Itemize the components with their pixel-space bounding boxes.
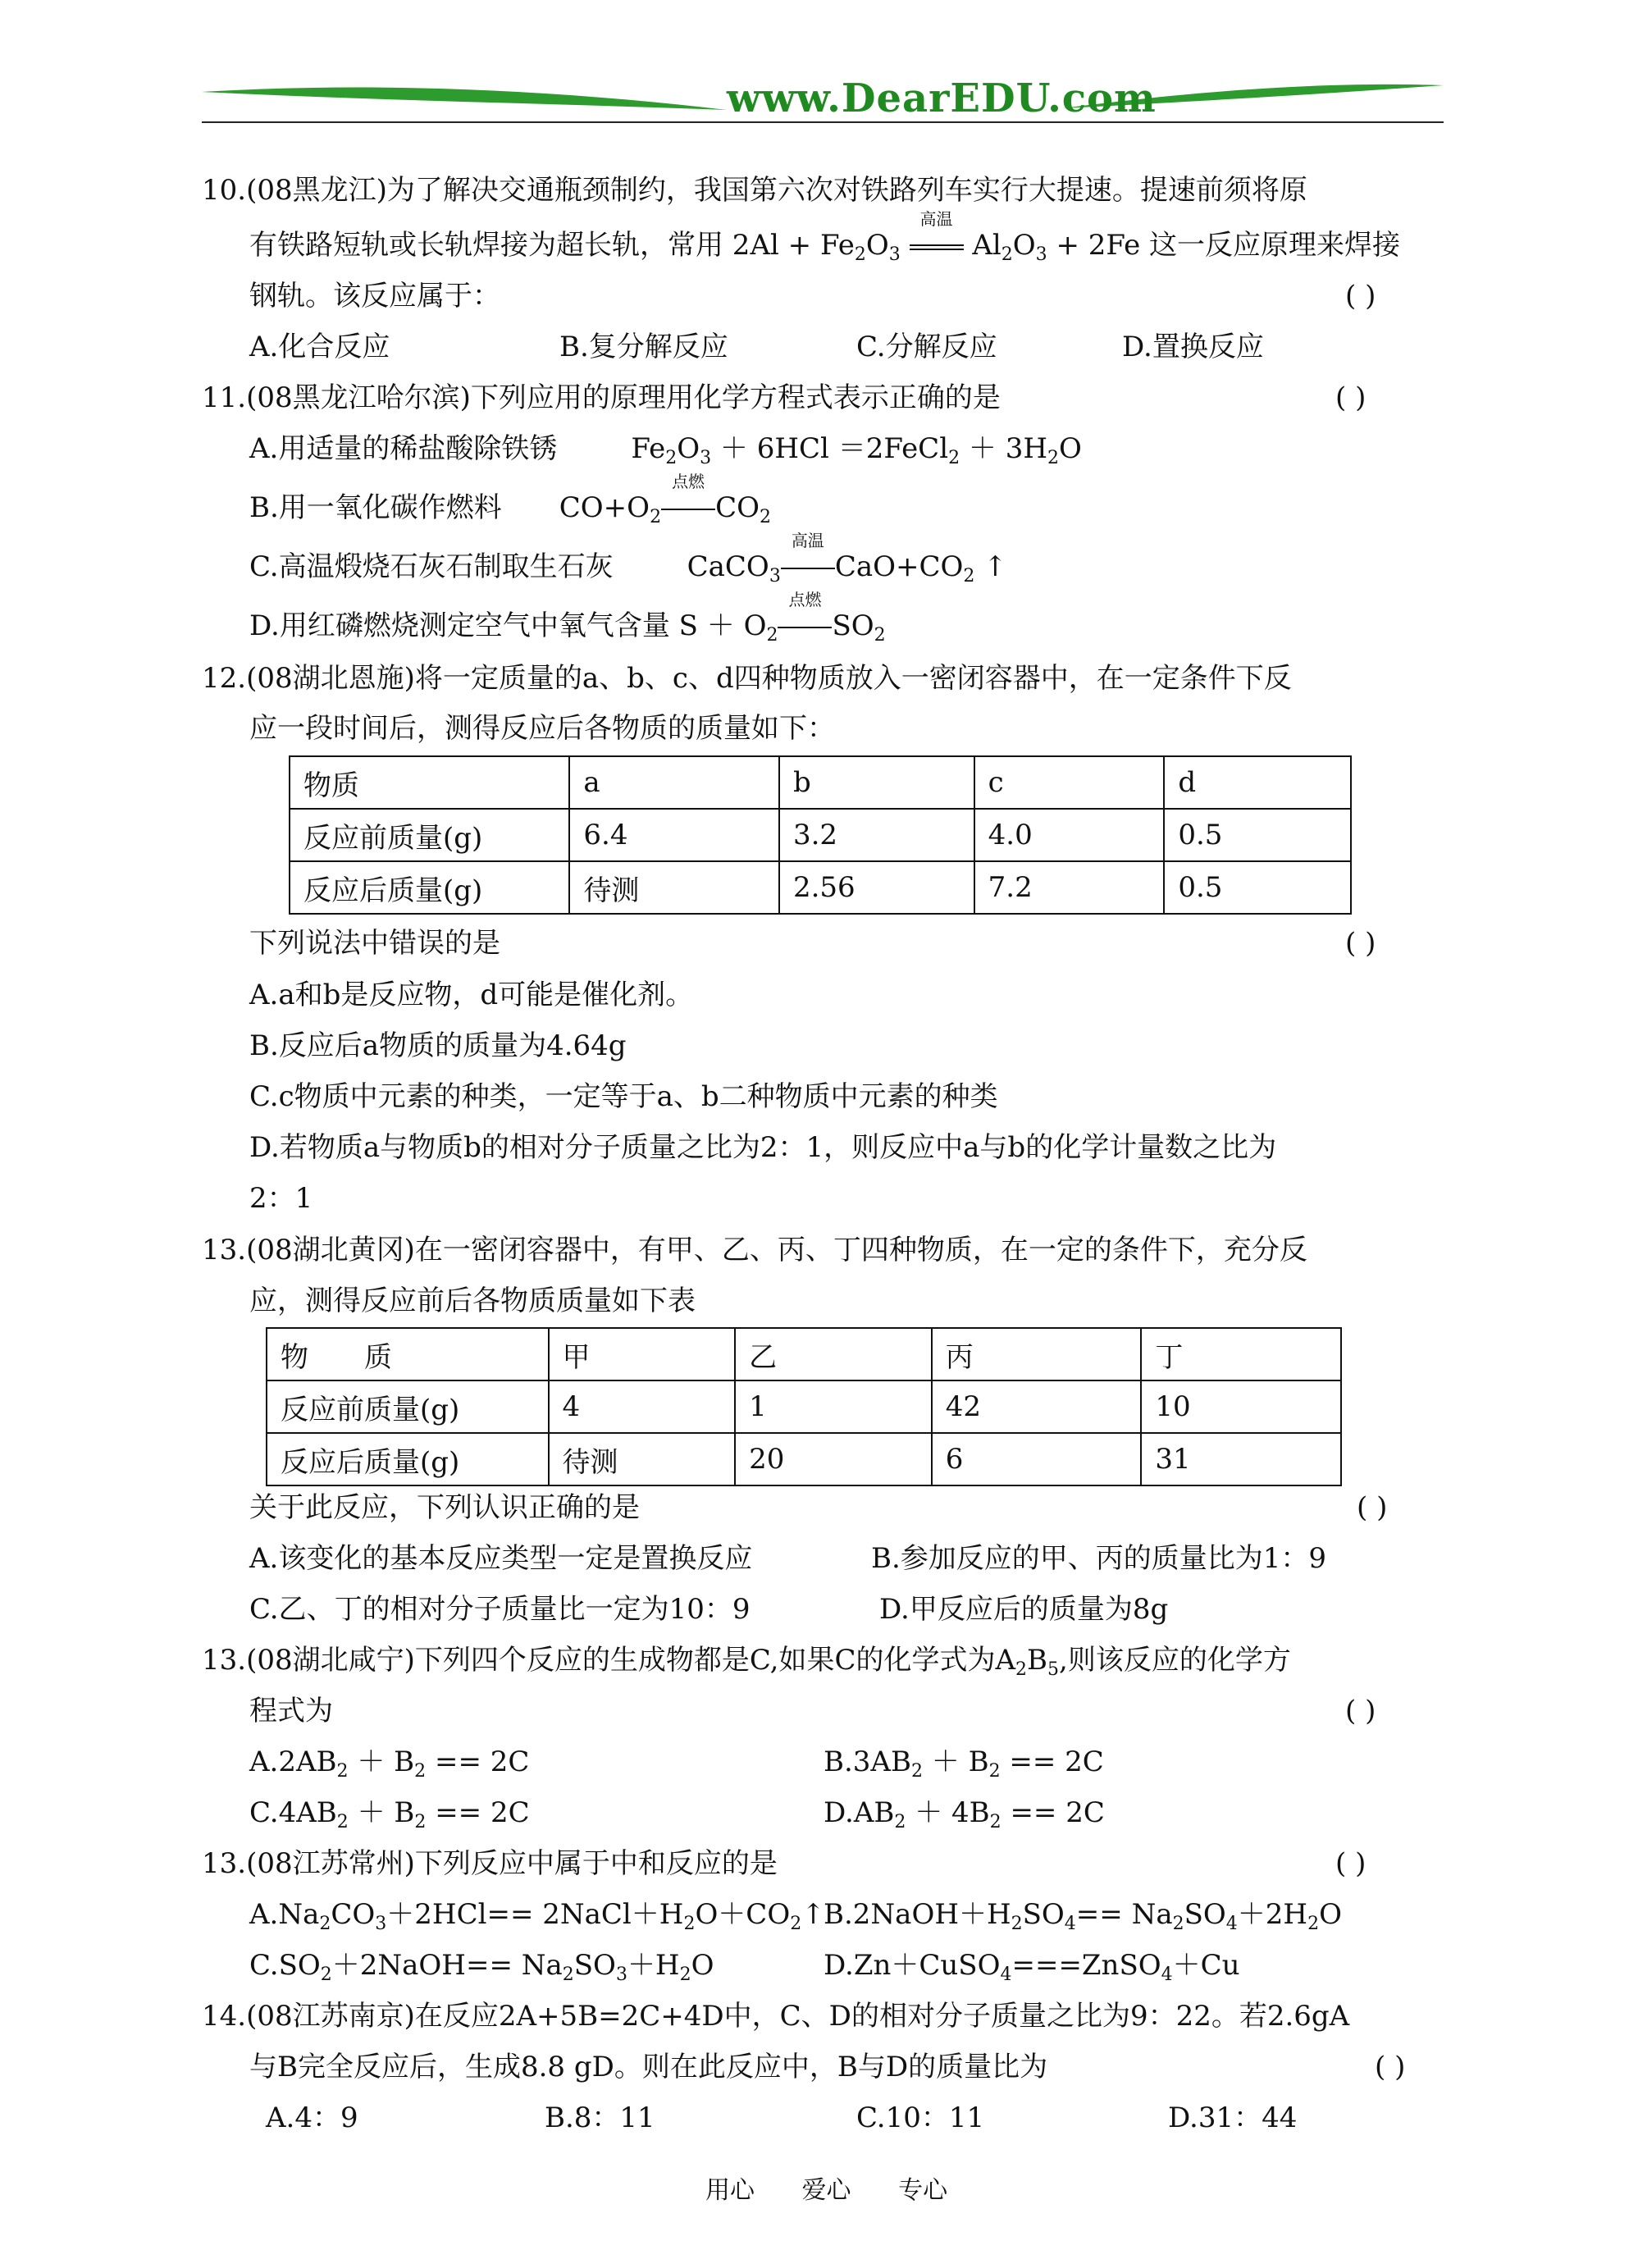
q13b-option-d: $D.AB_2 + 4B_2 == 2C$ bbox=[824, 1796, 1105, 1832]
table-cell: 0.5 bbox=[1164, 861, 1351, 914]
q12-answer-blank: ( ) bbox=[1345, 927, 1376, 960]
q12-line-1: 12.(08湖北恩施)将一定质量的a、b、c、d四种物质放入一密闭容器中，在一定条件下反 bbox=[202, 662, 1292, 695]
q11-option-d: D.用红磷燃烧测定空气中氧气含量 $S + O_2$ 点燃 $SO_2$ bbox=[249, 590, 886, 646]
q13a-option-d: D.甲反应后的质量为8g bbox=[879, 1593, 1169, 1626]
table-cell: 10 bbox=[1141, 1380, 1341, 1433]
q11-stem: 11.(08黑龙江哈尔滨)下列应用的原理用化学方程式表示正确的是 bbox=[202, 381, 1001, 414]
q13a-option-b: B.参加反应的甲、丙的质量比为1：9 bbox=[871, 1542, 1327, 1575]
q13b-option-b: $B.3AB_2 + B_2 == 2C$ bbox=[824, 1745, 1104, 1782]
table-cell: 反应后质量(g) bbox=[267, 1433, 549, 1485]
site-header bbox=[202, 75, 1444, 125]
q14-line-2: 与B完全反应后，生成8.8 gD。则在此反应中，B与D的质量比为 bbox=[249, 2051, 1048, 2083]
table-cell: 反应前质量(g) bbox=[290, 809, 569, 861]
table-cell: 甲 bbox=[549, 1328, 736, 1380]
q13b-option-a: $A.2AB_2 + B_2 == 2C$ bbox=[249, 1745, 530, 1782]
table-cell: a bbox=[569, 756, 779, 809]
q11-option-b: B.用一氧化碳作燃料 $CO+O_2$ 点燃 $CO_2$ bbox=[249, 472, 771, 527]
q13b-option-c: $C.4AB_2 + B_2 == 2C$ bbox=[249, 1796, 530, 1832]
q10-option-c: C.分解反应 bbox=[856, 331, 997, 363]
table-cell: 7.2 bbox=[974, 861, 1165, 914]
q11-answer-blank: ( ) bbox=[1335, 381, 1367, 414]
q13a-mass-table bbox=[266, 1327, 1342, 1486]
table-cell: 待测 bbox=[549, 1433, 736, 1485]
table-cell: 反应后质量(g) bbox=[290, 861, 569, 914]
q10-answer-blank: ( ) bbox=[1345, 280, 1376, 313]
q12-ask: 下列说法中错误的是 bbox=[249, 927, 500, 960]
table-cell: 1 bbox=[735, 1380, 932, 1433]
table-cell: b bbox=[779, 756, 974, 809]
site-logo-text: www.DearEDU.com bbox=[727, 75, 1157, 121]
table-cell: 丙 bbox=[932, 1328, 1142, 1380]
q14-option-b: B.8：11 bbox=[545, 2101, 655, 2134]
table-cell: 物质 bbox=[290, 756, 569, 809]
q10-option-d: D.置换反应 bbox=[1122, 331, 1264, 363]
q13c-option-a: $A.Na_2CO_3+2HCl==$ $2NaCl+H_2O+CO_2↑$ bbox=[249, 1898, 825, 1934]
q11-option-a: A.用适量的稀盐酸除铁锈 $Fe_2O_3 + 6HCl$ ＝2FeCl$_2$ ＋ $3H_2O$ bbox=[249, 432, 1082, 468]
table-cell: 反应前质量(g) bbox=[267, 1380, 549, 1433]
q12-line-2: 应一段时间后，测得反应后各物质的质量如下： bbox=[249, 712, 835, 745]
q14-option-a: A.4：9 bbox=[266, 2101, 358, 2134]
footer-text: 用心 bbox=[705, 2176, 755, 2205]
q14-option-c: C.10：11 bbox=[856, 2101, 985, 2134]
q13b-answer-blank: ( ) bbox=[1345, 1695, 1376, 1727]
q13a-ask: 关于此反应，下列认识正确的是 bbox=[249, 1491, 640, 1524]
table-cell: 物 质 bbox=[267, 1328, 549, 1380]
q13a-line-2: 应，测得反应前后各物质质量如下表 bbox=[249, 1285, 696, 1317]
q14-answer-blank: ( ) bbox=[1375, 2051, 1406, 2083]
q12-option-b: B.反应后a物质的质量为4.64g bbox=[249, 1029, 627, 1062]
q12-option-c: C.c物质中元素的种类，一定等于a、b二种物质中元素的种类 bbox=[249, 1080, 998, 1113]
table-row bbox=[290, 809, 1351, 861]
table-row bbox=[267, 1328, 1341, 1380]
table-cell: 4 bbox=[549, 1380, 736, 1433]
q11-option-c: C.高温煅烧石灰石制取生石灰 CaCO$_3$ 高温 $CaO+CO_2$ ↑ bbox=[249, 531, 1007, 586]
q13a-line-1: 13.(08湖北黄冈)在一密闭容器中，有甲、乙、丙、丁四种物质，在一定的条件下，充分反 bbox=[202, 1234, 1307, 1266]
q10-line-3: 钢轨。该反应属于： bbox=[249, 280, 500, 313]
table-cell: 丁 bbox=[1141, 1328, 1341, 1380]
q12-option-d-cont: 2：1 bbox=[249, 1182, 313, 1215]
table-cell: 4.0 bbox=[974, 809, 1165, 861]
condition-ignite: 点燃 bbox=[661, 490, 715, 526]
table-row bbox=[290, 861, 1351, 914]
q12-option-a: A.a和b是反应物，d可能是催化剂。 bbox=[249, 979, 694, 1011]
q10-option-a: A.化合反应 bbox=[249, 331, 390, 363]
q10-line-2: 有铁路短轨或长轨焊接为超长轨，常用 $2Al + Fe_2O_3$ 高温 $Al_2O_3 + 2Fe$ 这一反应原理来焊接 bbox=[249, 209, 1401, 265]
table-cell: 2.56 bbox=[779, 861, 974, 914]
q10-option-b: B.复分解反应 bbox=[559, 331, 728, 363]
table-cell: 42 bbox=[932, 1380, 1142, 1433]
q14-option-d: D.31：44 bbox=[1168, 2101, 1298, 2134]
table-cell: 3.2 bbox=[779, 809, 974, 861]
condition-high-temp: 高温 bbox=[781, 549, 835, 585]
q13c-option-b: $B.2NaOH+H_2SO_4== Na_2SO_4+2H_2O$ bbox=[824, 1898, 1342, 1934]
table-cell: 0.5 bbox=[1164, 809, 1351, 861]
q13a-option-c: C.乙、丁的相对分子质量比一定为10：9 bbox=[249, 1593, 751, 1626]
table-cell: d bbox=[1164, 756, 1351, 809]
q13a-answer-blank: ( ) bbox=[1357, 1491, 1388, 1524]
q13b-line-1: 13.(08湖北咸宁)下列四个反应的生成物都是C,如果C的化学式为$A_2B_5$,则该反应的化学方 bbox=[202, 1644, 1291, 1680]
q12-mass-table bbox=[289, 755, 1352, 915]
q10-line-1: 10.(08黑龙江)为了解决交通瓶颈制约，我国第六次对铁路列车实行大提速。提速前须将原 bbox=[202, 174, 1307, 207]
q14-line-1: 14.(08江苏南京)在反应2A+5B=2C+4D中，C、D的相对分子质量之比为9：22。若2.6gA bbox=[202, 2000, 1350, 2033]
q13b-line-2: 程式为 bbox=[249, 1695, 333, 1727]
table-cell: 31 bbox=[1141, 1433, 1341, 1485]
table-row bbox=[290, 756, 1351, 809]
footer-text: 爱心 bbox=[801, 2176, 851, 2205]
table-cell: c bbox=[974, 756, 1165, 809]
header-rule bbox=[202, 121, 1444, 123]
q13c-stem: 13.(08江苏常州)下列反应中属于中和反应的是 bbox=[202, 1847, 778, 1880]
table-cell: 待测 bbox=[569, 861, 779, 914]
footer-text: 专心 bbox=[898, 2176, 948, 2205]
table-cell: 6 bbox=[932, 1433, 1142, 1485]
table-row bbox=[267, 1433, 1341, 1485]
condition-ignite: 点燃 bbox=[778, 608, 832, 644]
q13a-option-a: A.该变化的基本反应类型一定是置换反应 bbox=[249, 1542, 753, 1575]
q13c-option-d: D.Zn＋CuSO$_4$===ZnSO$_4$＋Cu bbox=[824, 1949, 1240, 1985]
table-cell: 乙 bbox=[735, 1328, 932, 1380]
condition-high-temp: 高温 bbox=[910, 227, 964, 263]
page-footer bbox=[705, 2170, 987, 2206]
table-cell: 6.4 bbox=[569, 809, 779, 861]
q13c-option-c: $C.SO_2+2NaOH== Na_2SO_3+H_2O$ bbox=[249, 1949, 714, 1985]
table-row bbox=[267, 1380, 1341, 1433]
table-cell: 20 bbox=[735, 1433, 932, 1485]
q13c-answer-blank: ( ) bbox=[1335, 1847, 1367, 1880]
q12-option-d: D.若物质a与物质b的相对分子质量之比为2：1，则反应中a与b的化学计量数之比为 bbox=[249, 1131, 1277, 1164]
